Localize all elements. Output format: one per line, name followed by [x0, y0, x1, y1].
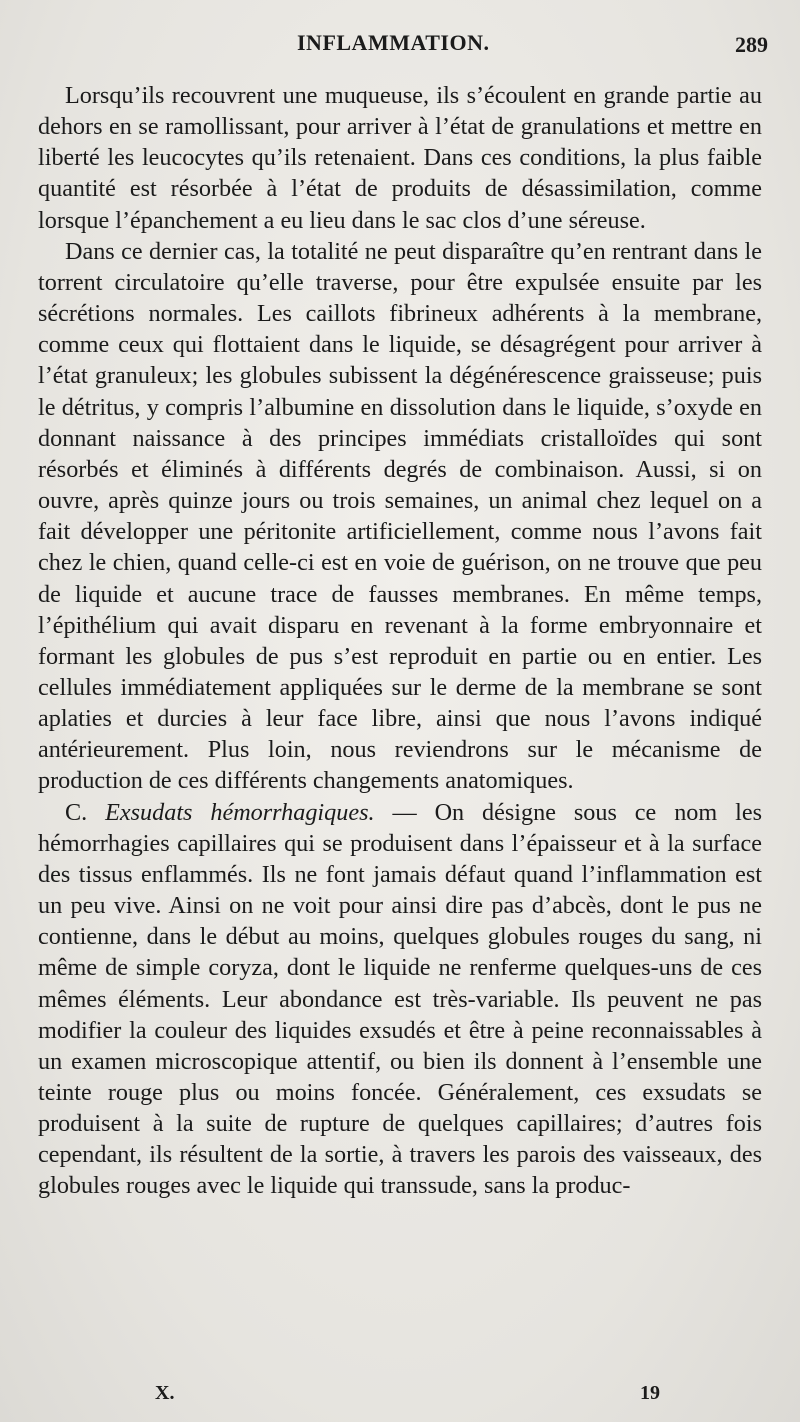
page-body: [38, 80, 762, 1202]
page-footer: [0, 1382, 800, 1412]
paragraph: [38, 236, 762, 797]
section-heading: Exsudats hémorrhagiques.: [105, 798, 375, 826]
section-letter: C.: [65, 798, 88, 826]
page-number: 289: [735, 32, 768, 57]
page-header: [0, 30, 800, 66]
paragraph-text: Lorsqu’ils recouvrent une muqueuse, ils s’écoulent en grande partie au dehors en se ramollissant, pour arriver à l’état de granulations et mettre en liberté les leucocytes qu’ils retenaient. Dans ces conditions, la plus faible quantité est résorbée à l’état de produits de désassimilation, comme lorsque l’épanchement a eu lieu dans le sac clos d’une séreuse.: [38, 82, 762, 234]
signature-number: 19: [640, 1382, 660, 1404]
paragraph: [38, 80, 762, 236]
running-title: INFLAMMATION.: [297, 30, 490, 55]
paragraph: [38, 797, 762, 1202]
paragraph-text: — On désigne sous ce nom les hémorrhagies capillaires qui se produisent dans l’épaisseur et à la surface des tissus enflammés. Ils ne font jamais défaut quand l’inflammation est un peu vive. Ainsi on ne voit pour ainsi dire pas d’abcès, dont le pus ne contienne, dans le début au moins, quelques globules rouges du sang, ni même de simple coryza, dont le liquide ne renferme quelques-uns de ces mêmes éléments. Leur abondance est très-variable. Ils peuvent ne pas modifier la couleur des liquides exsudés et être à peine reconnaissables à un examen microscopique attentif, ou bien ils donnent à l’ensemble une teinte rouge plus ou moins foncée. Généralement, ces exsudats se produisent à la suite de rupture de quelques capillaires; d’autres fois cependant, ils résultent de la sortie, à travers les parois des vaisseaux, des globules rouges avec le liquide qui transsude, sans la produc-: [38, 798, 762, 1200]
signature-mark: X.: [155, 1382, 175, 1404]
paragraph-text: Dans ce dernier cas, la totalité ne peut disparaître qu’en rentrant dans le torrent circulatoire qu’elle traverse, pour être expulsée ensuite par les sécrétions normales. Les caillots fibrineux adhérents à la membrane, comme ceux qui flottaient dans le liquide, se désagrégent pour arriver à l’état granuleux; les globules subissent la dégénérescence graisseuse; puis le détritus, y compris l’albumine en dissolution dans le liquide, s’oxyde en donnant naissance à des principes immédiats cristalloïdes qui sont résorbés et éliminés à différents degrés de combinaison. Aussi, si on ouvre, après quinze jours ou trois semaines, un animal chez lequel on a fait développer une péritonite artificiellement, comme nous l’avons fait chez le chien, quand celle-ci est en voie de guérison, on ne trouve que peu de liquide et aucune trace de fausses membranes. En même temps, l’épithélium qui avait disparu en revenant à la forme embryonnaire et formant les globules de pus s’est reproduit en partie ou en entier. Les cellules immédiatement appliquées sur le derme de la membrane se sont aplaties et durcies à leur face libre, ainsi que nous l’avons indiqué antérieurement. Plus loin, nous reviendrons sur le mécanisme de production de ces différents changements anatomiques.: [38, 237, 762, 795]
